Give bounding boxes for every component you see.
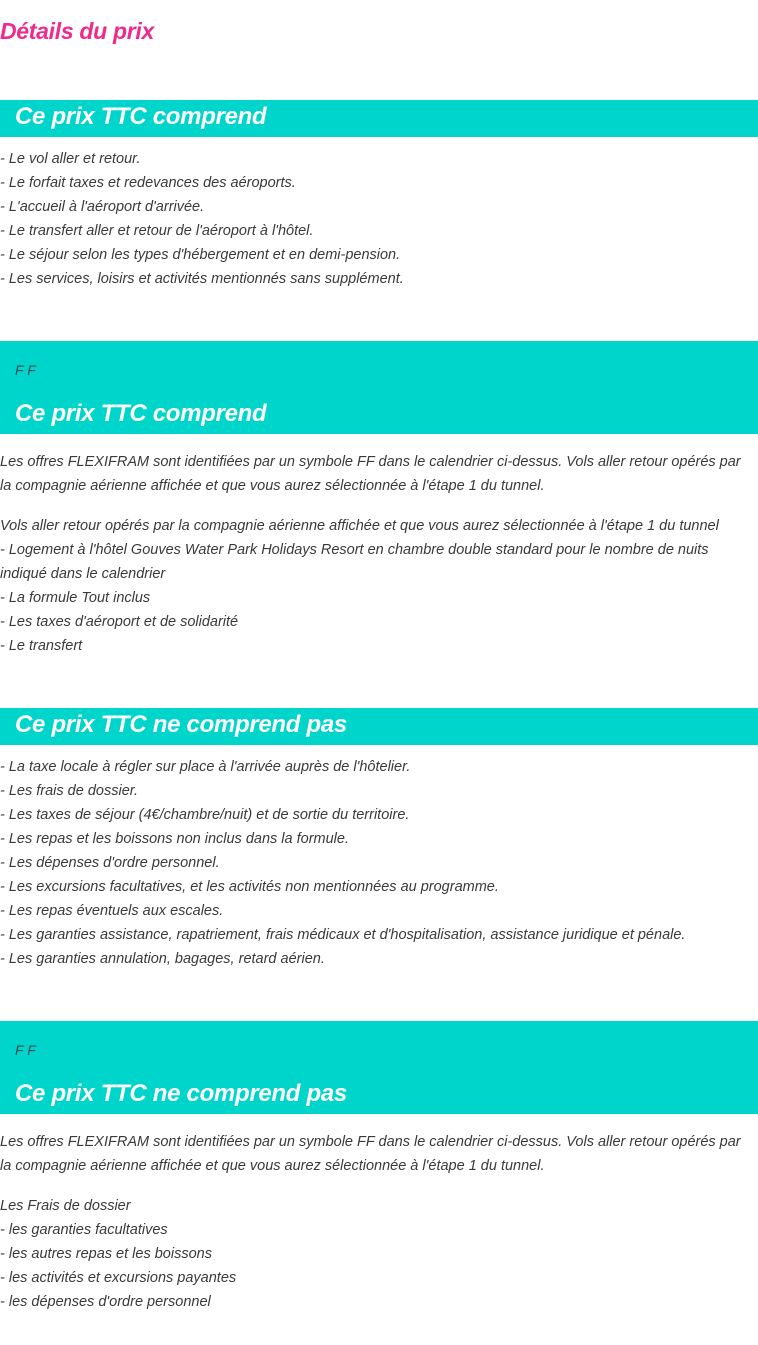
excludes-header-band — [0, 708, 758, 745]
ff-excludes-header-band — [0, 1021, 758, 1114]
ff-tag: F F — [15, 362, 36, 378]
ff-includes-intro: Les offres FLEXIFRAM sont identifiées par un symbole FF dans le calendrier ci-dessus. Vols aller retour opérés par la compagnie aérienne affichée et que vous aurez sélectionnée à l'étape 1 du tunnel. — [0, 454, 741, 494]
list-item: - Le vol aller et retour. — [0, 151, 141, 167]
list-item: - La taxe locale à régler sur place à l'arrivée auprès de l'hôtelier. — [0, 759, 411, 775]
ff-excludes-heading: Ce prix TTC ne comprend pas — [15, 1080, 347, 1107]
list-item: - Les dépenses d'ordre personnel. — [0, 855, 220, 871]
list-item: - Les taxes de séjour (4€/chambre/nuit) et de sortie du territoire. — [0, 807, 410, 823]
includes-list — [0, 147, 758, 291]
list-item: Les Frais de dossier — [0, 1198, 131, 1214]
list-item: - L'accueil à l'aéroport d'arrivée. — [0, 199, 205, 215]
list-item: - Les taxes d'aéroport et de solidarité — [0, 614, 239, 630]
list-item: - les activités et excursions payantes — [0, 1270, 237, 1286]
includes-header-band — [0, 100, 758, 137]
ff-excludes-list — [0, 1194, 758, 1314]
list-item: Vols aller retour opérés par la compagnie aérienne affichée et que vous aurez sélectionnée à l'étape 1 du tunnel — [0, 518, 719, 534]
ff-includes-heading: Ce prix TTC comprend — [15, 400, 267, 427]
list-item: - Logement à l'hôtel Gouves Water Park Holidays Resort en chambre double standard pour le nombre de nuits indiqué dans le calendrier — [0, 542, 709, 582]
list-item: - Le transfert aller et retour de l'aéroport à l'hôtel. — [0, 223, 314, 239]
list-item: - Le forfait taxes et redevances des aéroports. — [0, 175, 296, 191]
includes-heading: Ce prix TTC comprend — [15, 103, 267, 130]
list-item: - les dépenses d'ordre personnel — [0, 1294, 211, 1310]
list-item: - Les repas éventuels aux escales. — [0, 903, 224, 919]
list-item: - les garanties facultatives — [0, 1222, 168, 1238]
ff-excludes-intro: Les offres FLEXIFRAM sont identifiées par un symbole FF dans le calendrier ci-dessus. Vols aller retour opérés par la compagnie aérienne affichée et que vous aurez sélectionnée à l'étape 1 du tunnel. — [0, 1134, 741, 1174]
ff-includes-header-band — [0, 341, 758, 434]
ff-tag: F F — [15, 1042, 36, 1058]
list-item: - Les garanties annulation, bagages, retard aérien. — [0, 951, 325, 967]
excludes-heading: Ce prix TTC ne comprend pas — [15, 711, 347, 738]
list-item: - Le transfert — [0, 638, 83, 654]
page-title: Détails du prix — [0, 18, 154, 44]
list-item: - les autres repas et les boissons — [0, 1246, 212, 1262]
list-item: - Les repas et les boissons non inclus dans la formule. — [0, 831, 349, 847]
excludes-list — [0, 755, 758, 971]
ff-includes-list — [0, 514, 758, 658]
list-item: - Les excursions facultatives, et les activités non mentionnées au programme. — [0, 879, 499, 895]
list-item: - Le séjour selon les types d'hébergement et en demi-pension. — [0, 247, 401, 263]
list-item: - La formule Tout inclus — [0, 590, 151, 606]
list-item: - Les garanties assistance, rapatriement, frais médicaux et d'hospitalisation, assistance juridique et pénale. — [0, 927, 686, 943]
list-item: - Les frais de dossier. — [0, 783, 139, 799]
list-item: - Les services, loisirs et activités mentionnés sans supplément. — [0, 271, 404, 287]
